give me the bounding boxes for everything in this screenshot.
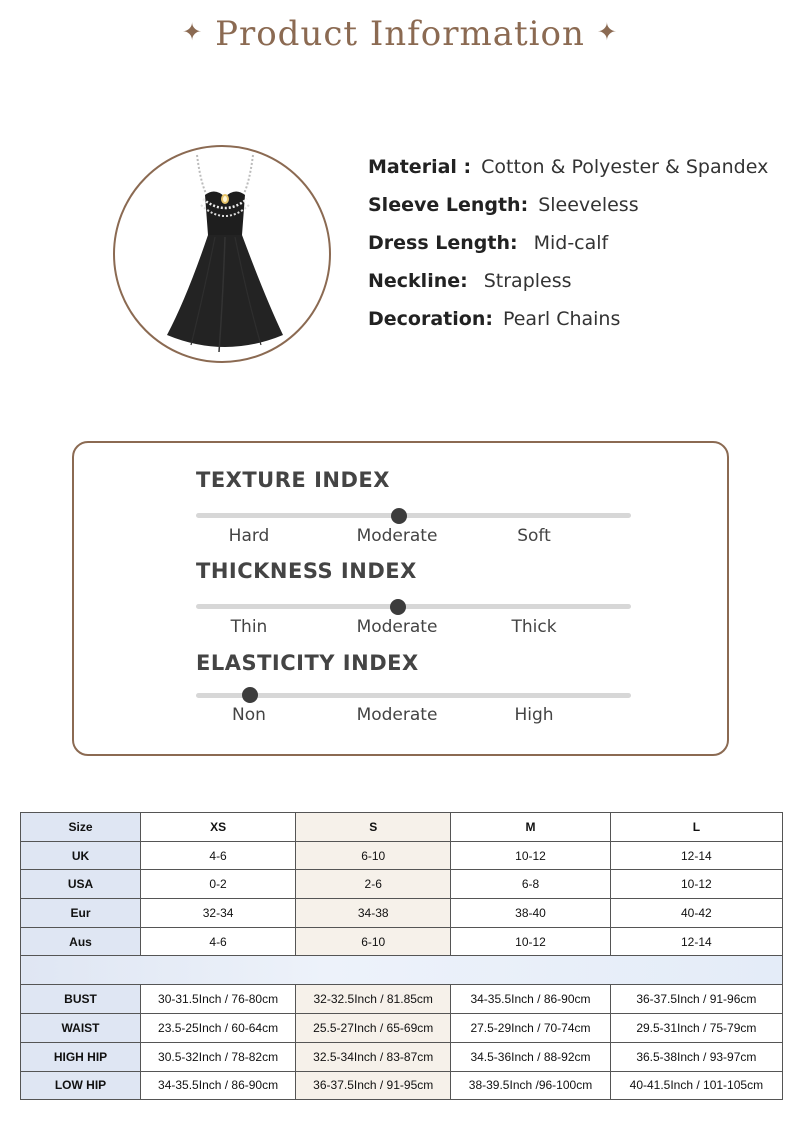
sparkle-icon: ✦ <box>181 18 204 46</box>
table-row <box>21 1014 783 1043</box>
elasticity-index-knob <box>242 687 258 703</box>
elasticity-index <box>196 651 631 725</box>
table-cell: 40-41.5Inch / 101-105cm <box>610 1071 782 1100</box>
table-cell: 40-42 <box>610 899 782 928</box>
table-cell: 36.5-38Inch / 93-97cm <box>610 1042 782 1071</box>
row-header-cell: BUST <box>21 985 141 1014</box>
thickness-level-thin: Thin <box>230 617 268 637</box>
table-divider-row <box>21 956 783 985</box>
table-row <box>21 870 783 899</box>
table-cell: 4-6 <box>141 841 296 870</box>
elasticity-index-track <box>196 693 631 698</box>
table-cell: 10-12 <box>451 841 610 870</box>
table-cell: 30-31.5Inch / 76-80cm <box>141 985 296 1014</box>
table-cell: 23.5-25Inch / 60-64cm <box>141 1014 296 1043</box>
table-cell: 6-10 <box>296 927 451 956</box>
table-header-cell: L <box>610 813 782 842</box>
sparkle-icon: ✦ <box>596 18 619 46</box>
table-cell: 38-39.5Inch /96-100cm <box>451 1071 610 1100</box>
table-cell: 32-34 <box>141 899 296 928</box>
thickness-level-thick: Thick <box>511 617 557 637</box>
table-cell: 36-37.5Inch / 91-95cm <box>296 1071 451 1100</box>
table-cell: 0-2 <box>141 870 296 899</box>
dress-illustration <box>115 147 329 361</box>
table-cell: 12-14 <box>610 841 782 870</box>
row-header-cell: WAIST <box>21 1014 141 1043</box>
table-cell: 38-40 <box>451 899 610 928</box>
row-header-cell: USA <box>21 870 141 899</box>
info-dress-length: Dress Length: Mid-calf <box>368 232 609 254</box>
elasticity-level-high: High <box>514 705 554 725</box>
table-cell: 6-10 <box>296 841 451 870</box>
thickness-level-moderate: Moderate <box>356 617 438 637</box>
texture-level-hard: Hard <box>228 526 270 546</box>
page-title-text: Product Information <box>215 14 585 54</box>
row-header-cell: LOW HIP <box>21 1071 141 1100</box>
elasticity-level-non: Non <box>232 705 266 725</box>
thickness-index-track <box>196 604 631 609</box>
table-row <box>21 985 783 1014</box>
table-cell: 34-35.5Inch / 86-90cm <box>141 1071 296 1100</box>
size-chart-table <box>20 812 783 1100</box>
table-cell: 29.5-31Inch / 75-79cm <box>610 1014 782 1043</box>
row-header-cell: Aus <box>21 927 141 956</box>
product-info-list <box>368 156 768 346</box>
table-cell: 34.5-36Inch / 88-92cm <box>451 1042 610 1071</box>
table-cell: 34-38 <box>296 899 451 928</box>
product-image <box>113 145 331 363</box>
texture-level-moderate: Moderate <box>356 526 438 546</box>
table-cell: 12-14 <box>610 927 782 956</box>
table-cell: 6-8 <box>451 870 610 899</box>
table-cell: 4-6 <box>141 927 296 956</box>
thickness-index <box>196 559 631 637</box>
table-header-cell: XS <box>141 813 296 842</box>
table-header-cell: Size <box>21 813 141 842</box>
elasticity-index-title: ELASTICITY INDEX <box>196 651 419 675</box>
table-cell: 34-35.5Inch / 86-90cm <box>451 985 610 1014</box>
table-header-cell: M <box>451 813 610 842</box>
info-neckline: Neckline: Strapless <box>368 270 572 292</box>
table-cell: 30.5-32Inch / 78-82cm <box>141 1042 296 1071</box>
info-sleeve-length: Sleeve Length: Sleeveless <box>368 194 639 216</box>
elasticity-level-moderate: Moderate <box>356 705 438 725</box>
table-row <box>21 899 783 928</box>
row-header-cell: Eur <box>21 899 141 928</box>
texture-index-title: TEXTURE INDEX <box>196 468 390 492</box>
table-cell: 32.5-34Inch / 83-87cm <box>296 1042 451 1071</box>
page-title <box>0 14 800 54</box>
table-row <box>21 1071 783 1100</box>
row-header-cell: HIGH HIP <box>21 1042 141 1071</box>
texture-level-soft: Soft <box>517 526 551 546</box>
thickness-index-title: THICKNESS INDEX <box>196 559 417 583</box>
table-cell: 25.5-27Inch / 65-69cm <box>296 1014 451 1043</box>
table-cell: 10-12 <box>610 870 782 899</box>
table-cell: 32-32.5Inch / 81.85cm <box>296 985 451 1014</box>
texture-index-knob <box>391 508 407 524</box>
table-cell: 36-37.5Inch / 91-96cm <box>610 985 782 1014</box>
table-cell: 27.5-29Inch / 70-74cm <box>451 1014 610 1043</box>
row-header-cell: UK <box>21 841 141 870</box>
table-header-row <box>21 813 783 842</box>
info-material: Material : Cotton & Polyester & Spandex <box>368 156 769 178</box>
table-cell: 2-6 <box>296 870 451 899</box>
info-decoration: Decoration: Pearl Chains <box>368 308 621 330</box>
texture-index-track <box>196 513 631 518</box>
table-row <box>21 1042 783 1071</box>
texture-index <box>196 468 631 546</box>
table-row <box>21 841 783 870</box>
thickness-index-knob <box>390 599 406 615</box>
table-cell: 10-12 <box>451 927 610 956</box>
table-row <box>21 927 783 956</box>
table-divider-cell <box>21 956 783 985</box>
table-header-cell: S <box>296 813 451 842</box>
